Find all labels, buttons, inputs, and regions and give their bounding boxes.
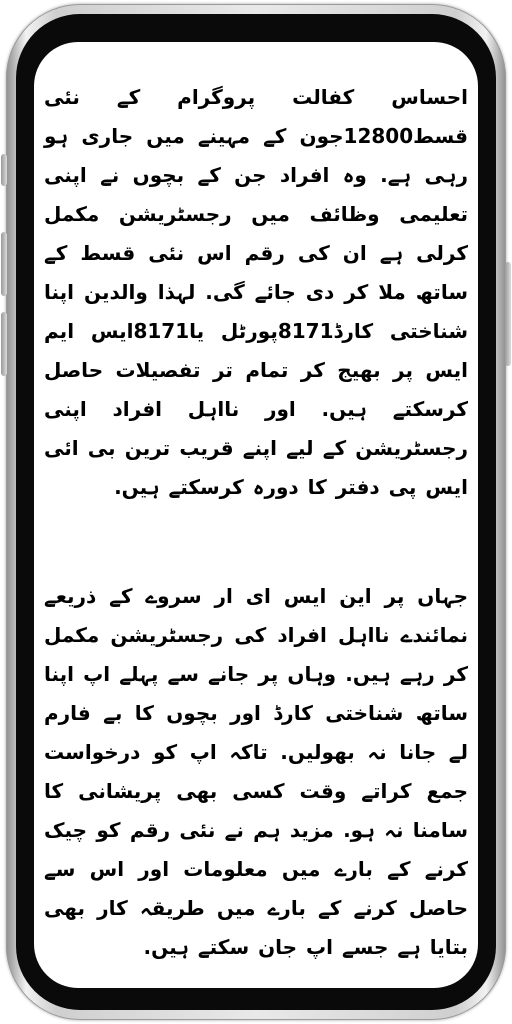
phone-screen xyxy=(34,42,478,988)
mute-switch xyxy=(1,154,7,186)
paragraph-spacer xyxy=(44,507,468,577)
article-body xyxy=(44,78,468,967)
volume-up-button xyxy=(1,232,7,296)
power-button xyxy=(505,262,511,366)
article-paragraph-2: جہاں پر این ایس ای ار سروے کے ذریعے نمائندے نااہل افراد کی رجسٹریشن مکمل کر رہے ہیں. وہاں پر جانے سے پہلے اپ اپنا ساتھ شناختی کارڈ اور بچوں کا بے فارم لے جانا نہ بھولیں. تاکہ اپ کو درخواست جمع کراتے وقت کسی بھی پریشانی کا سامنا نہ ہو. مزید ہم نے نئی رقم کو چیک کرنے کے بارے میں معلومات اور اس سے حاصل کرنے کے بارے میں طریقہ کار بھی بتایا ہے جسے اپ جان سکتے ہیں. xyxy=(44,584,468,959)
article-paragraph-1: احساس کفالت پروگرام کے نئی قسط12800جون کے مہینے میں جاری ہو رہی ہے. وہ افراد جن کے بچوں نے اپنی تعلیمی وظائف میں رجسٹریشن مکمل کرلی ہے ان کی رقم اس نئی قسط کے ساتھ ملا کر دی جائے گی. لہذا والدین اپنا شناختی کارڈ8171پورٹل یا8171ایس ایم ایس پر بھیج کر تمام تر تفصیلات حاصل کرسکتے ہیں. اور نااہل افراد اپنی رجسٹریشن کے لیے اپنے قریب ترین بی ائی ایس پی دفتر کا دورہ کرسکتے ہیں. xyxy=(44,85,468,499)
volume-down-button xyxy=(1,312,7,376)
